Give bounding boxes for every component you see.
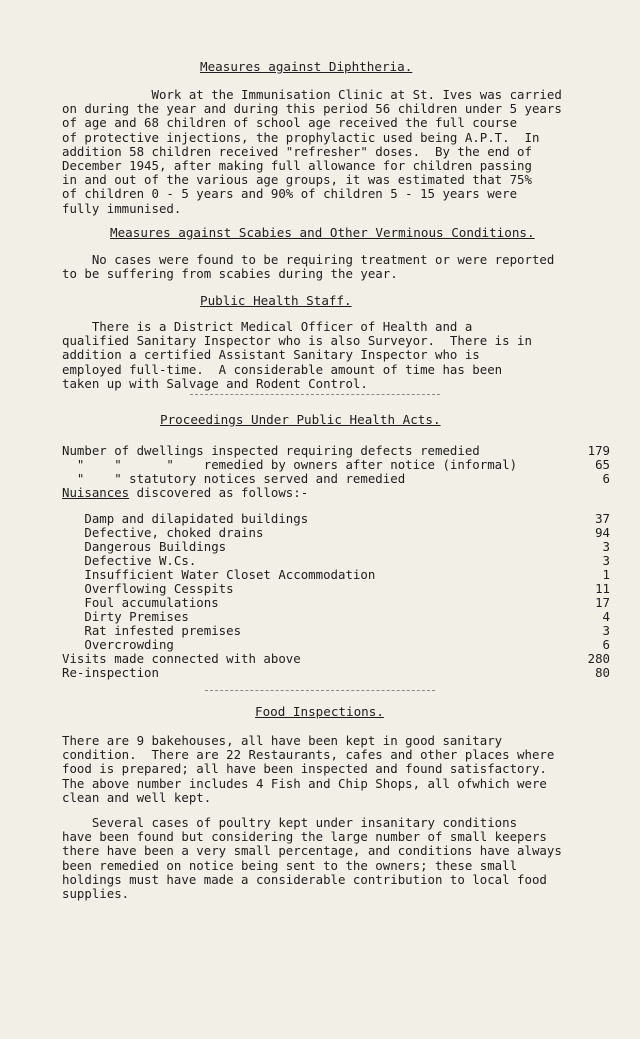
- text-line: on during the year and during this period 56 children under 5 years: [62, 101, 562, 117]
- text-line: have been found but considering the large number of small keepers: [62, 829, 547, 845]
- staff-paragraph: [62, 320, 630, 391]
- nuisances-intro: [62, 486, 610, 500]
- food-heading: Food Inspections.: [255, 704, 384, 719]
- row-value: 11: [595, 581, 610, 596]
- scabies-heading: Measures against Scabies and Other Verminous Conditions.: [110, 225, 535, 240]
- row-value: 1: [602, 567, 610, 582]
- text-line: No cases were found to be requiring treatment or were reported: [62, 252, 555, 267]
- text-line: supplies.: [62, 885, 130, 901]
- food-paragraph-1: [62, 734, 630, 805]
- row-value: 3: [602, 539, 610, 554]
- diphtheria-paragraph: [62, 88, 630, 216]
- table-row: [62, 596, 610, 610]
- row-label: " " statutory notices served and remedied: [62, 471, 406, 486]
- row-label: Overflowing Cesspits: [62, 581, 234, 596]
- table-row: [62, 568, 610, 582]
- row-value: 6: [602, 471, 610, 486]
- row-value: 80: [595, 665, 610, 680]
- table-row: [62, 444, 610, 458]
- text-line: in and out of the various age groups, it was estimated that 75%: [62, 172, 532, 188]
- table-row: [62, 512, 610, 526]
- row-label: Re-inspection: [62, 665, 159, 680]
- table-row: [62, 666, 610, 680]
- row-value: 6: [602, 637, 610, 652]
- row-value: 94: [595, 525, 610, 540]
- text-line: been remedied on notice being sent to the owners; these small: [62, 857, 518, 873]
- row-value: 3: [602, 623, 610, 638]
- row-label: Defective, choked drains: [62, 525, 264, 540]
- row-value: 280: [587, 651, 610, 666]
- nuisances-intro-text: discovered as follows:-: [129, 485, 309, 500]
- text-line: qualified Sanitary Inspector who is also Surveyor. There is in: [62, 333, 532, 349]
- table-row: [62, 526, 610, 540]
- row-label: Foul accumulations: [62, 595, 219, 610]
- text-line: There are 9 bakehouses, all have been kept in good sanitary: [62, 733, 503, 748]
- row-label: Number of dwellings inspected requiring defects remedied: [62, 443, 480, 458]
- row-label: Defective W.Cs.: [62, 553, 197, 568]
- table-row: [62, 610, 610, 624]
- text-line: to be suffering from scabies during the year.: [62, 266, 398, 282]
- text-line: December 1945, after making full allowance for children passing: [62, 157, 532, 173]
- text-line: The above number includes 4 Fish and Chip Shops, all ofwhich were: [62, 775, 547, 791]
- text-line: condition. There are 22 Restaurants, cafes and other places where: [62, 747, 555, 763]
- divider-rule: [205, 690, 435, 691]
- text-line: addition a certified Assistant Sanitary Inspector who is: [62, 347, 480, 363]
- table-row: [62, 624, 610, 638]
- row-value: 3: [602, 553, 610, 568]
- row-value: 179: [587, 443, 610, 458]
- text-line: fully immunised.: [62, 200, 182, 216]
- text-line: clean and well kept.: [62, 789, 212, 805]
- text-line: of age and 68 children of school age received the full course: [62, 115, 518, 131]
- row-value: 17: [595, 595, 610, 610]
- proceedings-heading: Proceedings Under Public Health Acts.: [160, 412, 441, 427]
- row-label: Dirty Premises: [62, 609, 189, 624]
- food-paragraph-2: [62, 816, 630, 901]
- diphtheria-heading: Measures against Diphtheria.: [200, 59, 413, 74]
- staff-heading: Public Health Staff.: [200, 293, 352, 308]
- table-row: [62, 638, 610, 652]
- divider-rule: [190, 394, 440, 395]
- row-value: 37: [595, 511, 610, 526]
- text-line: Work at the Immunisation Clinic at St. Ives was carried: [62, 87, 562, 102]
- table-row: [62, 652, 610, 666]
- table-row: [62, 582, 610, 596]
- row-label: Visits made connected with above: [62, 651, 301, 666]
- text-line: There is a District Medical Officer of Health and a: [62, 319, 473, 334]
- row-label: Damp and dilapidated buildings: [62, 511, 309, 526]
- row-label: Insufficient Water Closet Accommodation: [62, 567, 376, 582]
- row-value: 65: [595, 457, 610, 472]
- text-line: holdings must have made a considerable contribution to local food: [62, 871, 547, 887]
- row-label: " " " remedied by owners after notice (informal): [62, 457, 518, 472]
- row-label: Overcrowding: [62, 637, 174, 652]
- text-line: addition 58 children received "refresher" doses. By the end of: [62, 143, 532, 159]
- text-line: of children 0 - 5 years and 90% of children 5 - 15 years were: [62, 186, 518, 202]
- table-row: [62, 540, 610, 554]
- table-row: [62, 458, 610, 472]
- table-row: [62, 554, 610, 568]
- text-line: there have been a very small percentage, and conditions have always: [62, 843, 562, 859]
- nuisances-label: Nuisances: [62, 485, 130, 500]
- row-value: 4: [602, 609, 610, 624]
- text-line: Several cases of poultry kept under insanitary conditions: [62, 815, 518, 830]
- text-line: employed full-time. A considerable amount of time has been: [62, 361, 503, 377]
- scabies-paragraph: [62, 253, 630, 281]
- text-line: taken up with Salvage and Rodent Control.: [62, 375, 368, 391]
- row-label: Dangerous Buildings: [62, 539, 227, 554]
- text-line: food is prepared; all have been inspected and found satisfactory.: [62, 761, 547, 777]
- text-line: of protective injections, the prophylactic used being A.P.T. In: [62, 129, 540, 145]
- table-row: [62, 472, 610, 486]
- row-label: Rat infested premises: [62, 623, 242, 638]
